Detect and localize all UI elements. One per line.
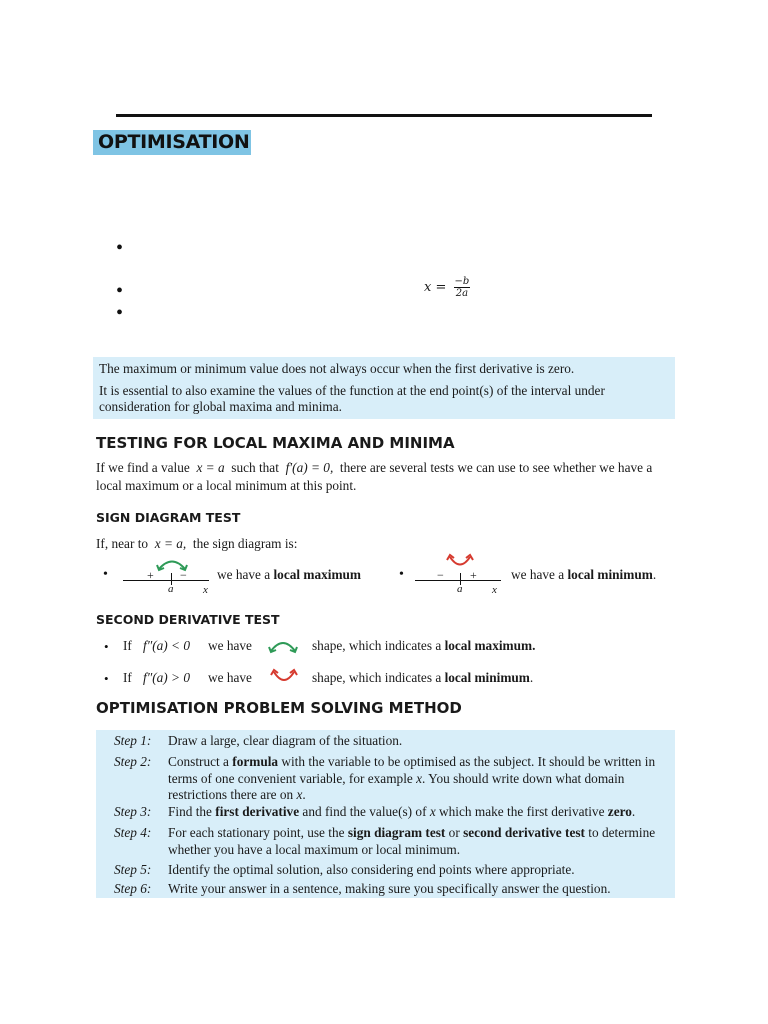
text: the sign diagram is:: [192, 536, 298, 551]
formula-numerator: −b: [454, 276, 470, 287]
bullet-dot: •: [104, 639, 109, 654]
step-bold-term: formula: [232, 754, 279, 769]
step-label: Step 5:: [114, 862, 152, 877]
axis-label: x: [203, 584, 208, 596]
info-line-2: It is essential to also examine the values of the function at the end point(s) of the interval under consideration for global maxima and minima.: [99, 383, 605, 414]
step-text-part: .: [631, 804, 636, 819]
step-text-part: Identify the optimal solution, also considering end points where appropriate.: [168, 862, 575, 877]
bullet-dot: •: [103, 567, 108, 582]
math-x-equals-a: x = a: [196, 460, 225, 475]
testing-heading: TESTING FOR LOCAL MAXIMA AND MINIMA: [96, 434, 455, 452]
text: .: [529, 670, 534, 685]
sign-test-intro: [96, 535, 297, 553]
text: shape, which indicates a: [312, 670, 442, 685]
page-title: OPTIMISATION: [98, 131, 250, 153]
text: If we find a value: [96, 460, 190, 475]
second-test-heading: SECOND DERIVATIVE TEST: [96, 612, 280, 627]
step-label: Step 6:: [114, 881, 152, 896]
text: we have a: [217, 567, 271, 582]
math-x-equals-a: x = a,: [154, 536, 187, 551]
text-bold: local maximum.: [444, 638, 536, 653]
text: shape, which indicates a: [312, 638, 442, 653]
testing-paragraph: [96, 459, 676, 495]
text: .: [652, 567, 657, 582]
step-text-part: Construct a: [168, 754, 233, 769]
bullet-dot: •: [104, 671, 109, 686]
min-shape-icon: [270, 668, 298, 686]
step-text-part: or: [445, 825, 464, 840]
math-second-derivative-negative: f″(a) < 0: [143, 638, 191, 653]
text: If: [123, 638, 132, 653]
formula-denominator: 2a: [455, 288, 469, 299]
method-heading: OPTIMISATION PROBLEM SOLVING METHOD: [96, 699, 462, 717]
text: such that: [231, 460, 279, 475]
text: If: [123, 670, 132, 685]
bullet-dot: •: [116, 237, 124, 259]
step-bold-term: second derivative test: [463, 825, 585, 840]
text-bold: local maximum: [273, 567, 362, 582]
sign-test-heading: SIGN DIAGRAM TEST: [96, 510, 241, 525]
step-text-part: which make the first derivative: [435, 804, 608, 819]
step-text-part: Find the: [168, 804, 216, 819]
point-label: a: [457, 583, 463, 595]
step-text: [168, 804, 673, 821]
step-text-part: x: [429, 804, 436, 819]
step-text-part: x: [416, 770, 423, 786]
vertex-formula: [424, 276, 470, 299]
step-label: Step 4:: [114, 825, 152, 840]
step-text-part: and find the value(s) of: [299, 804, 430, 819]
formula-lhs: x =: [424, 280, 447, 295]
step-text-part: with the variable to be optimised as the subject. It should be written in terms of one convenient variable, for example: [168, 754, 656, 786]
info-box: [93, 357, 675, 419]
step-bold-term: first derivative: [215, 804, 300, 819]
step-text-part: Draw a large, clear diagram of the situation.: [168, 733, 403, 748]
header-rule: [116, 114, 652, 117]
step-text: [168, 862, 673, 879]
axis-label: x: [492, 584, 497, 596]
text: we have a: [511, 567, 565, 582]
step-bold-term: sign diagram test: [347, 825, 446, 840]
step-text-part: to determine whether you have a local maximum or local minimum.: [168, 825, 656, 857]
math-derivative-zero: f′(a) = 0,: [285, 460, 334, 475]
text: there are several tests we can use to see whether we have a local maximum or a local minimum at this point.: [96, 460, 653, 493]
min-result-text: [511, 566, 656, 584]
max-shape-icon: [268, 636, 298, 654]
step-bold-term: zero: [607, 804, 632, 819]
math-second-derivative-positive: f″(a) > 0: [143, 670, 191, 685]
sign-plus: +: [147, 568, 154, 582]
second-row-1-text: [312, 637, 535, 655]
info-line-1: The maximum or minimum value does not always occur when the first derivative is zero.: [99, 361, 575, 376]
sign-minus: −: [180, 568, 187, 582]
text: we have: [208, 638, 252, 653]
bullet-dot: •: [399, 567, 404, 582]
method-steps-box: [96, 730, 675, 898]
text: If, near to: [96, 536, 149, 551]
text-bold: local minimum: [444, 670, 530, 685]
step-text: [168, 881, 673, 898]
bullet-dot: •: [116, 302, 124, 324]
step-text-part: .: [302, 787, 306, 802]
step-label: Step 3:: [114, 804, 152, 819]
second-row-2-text: [312, 669, 533, 687]
sign-diagram-line: [415, 580, 501, 581]
max-result-text: [217, 566, 361, 584]
step-text-part: . You should write down what domain restrictions there are on: [168, 770, 625, 802]
step-text-part: Write your answer in a sentence, making sure you specifically answer the question.: [168, 881, 611, 896]
step-text: [168, 733, 673, 750]
step-text-part: x: [296, 787, 303, 802]
point-label: a: [168, 583, 174, 595]
text: we have: [208, 670, 252, 685]
step-text: [168, 825, 673, 858]
step-text-part: For each stationary point, use the: [168, 825, 348, 840]
bullet-dot: •: [116, 280, 124, 302]
text-bold: local minimum: [567, 567, 653, 582]
sign-diagram-line: [123, 580, 209, 581]
step-text: [168, 754, 673, 804]
step-label: Step 1:: [114, 733, 152, 748]
sign-minus: −: [437, 568, 444, 582]
step-label: Step 2:: [114, 754, 152, 769]
sign-plus: +: [470, 568, 477, 582]
